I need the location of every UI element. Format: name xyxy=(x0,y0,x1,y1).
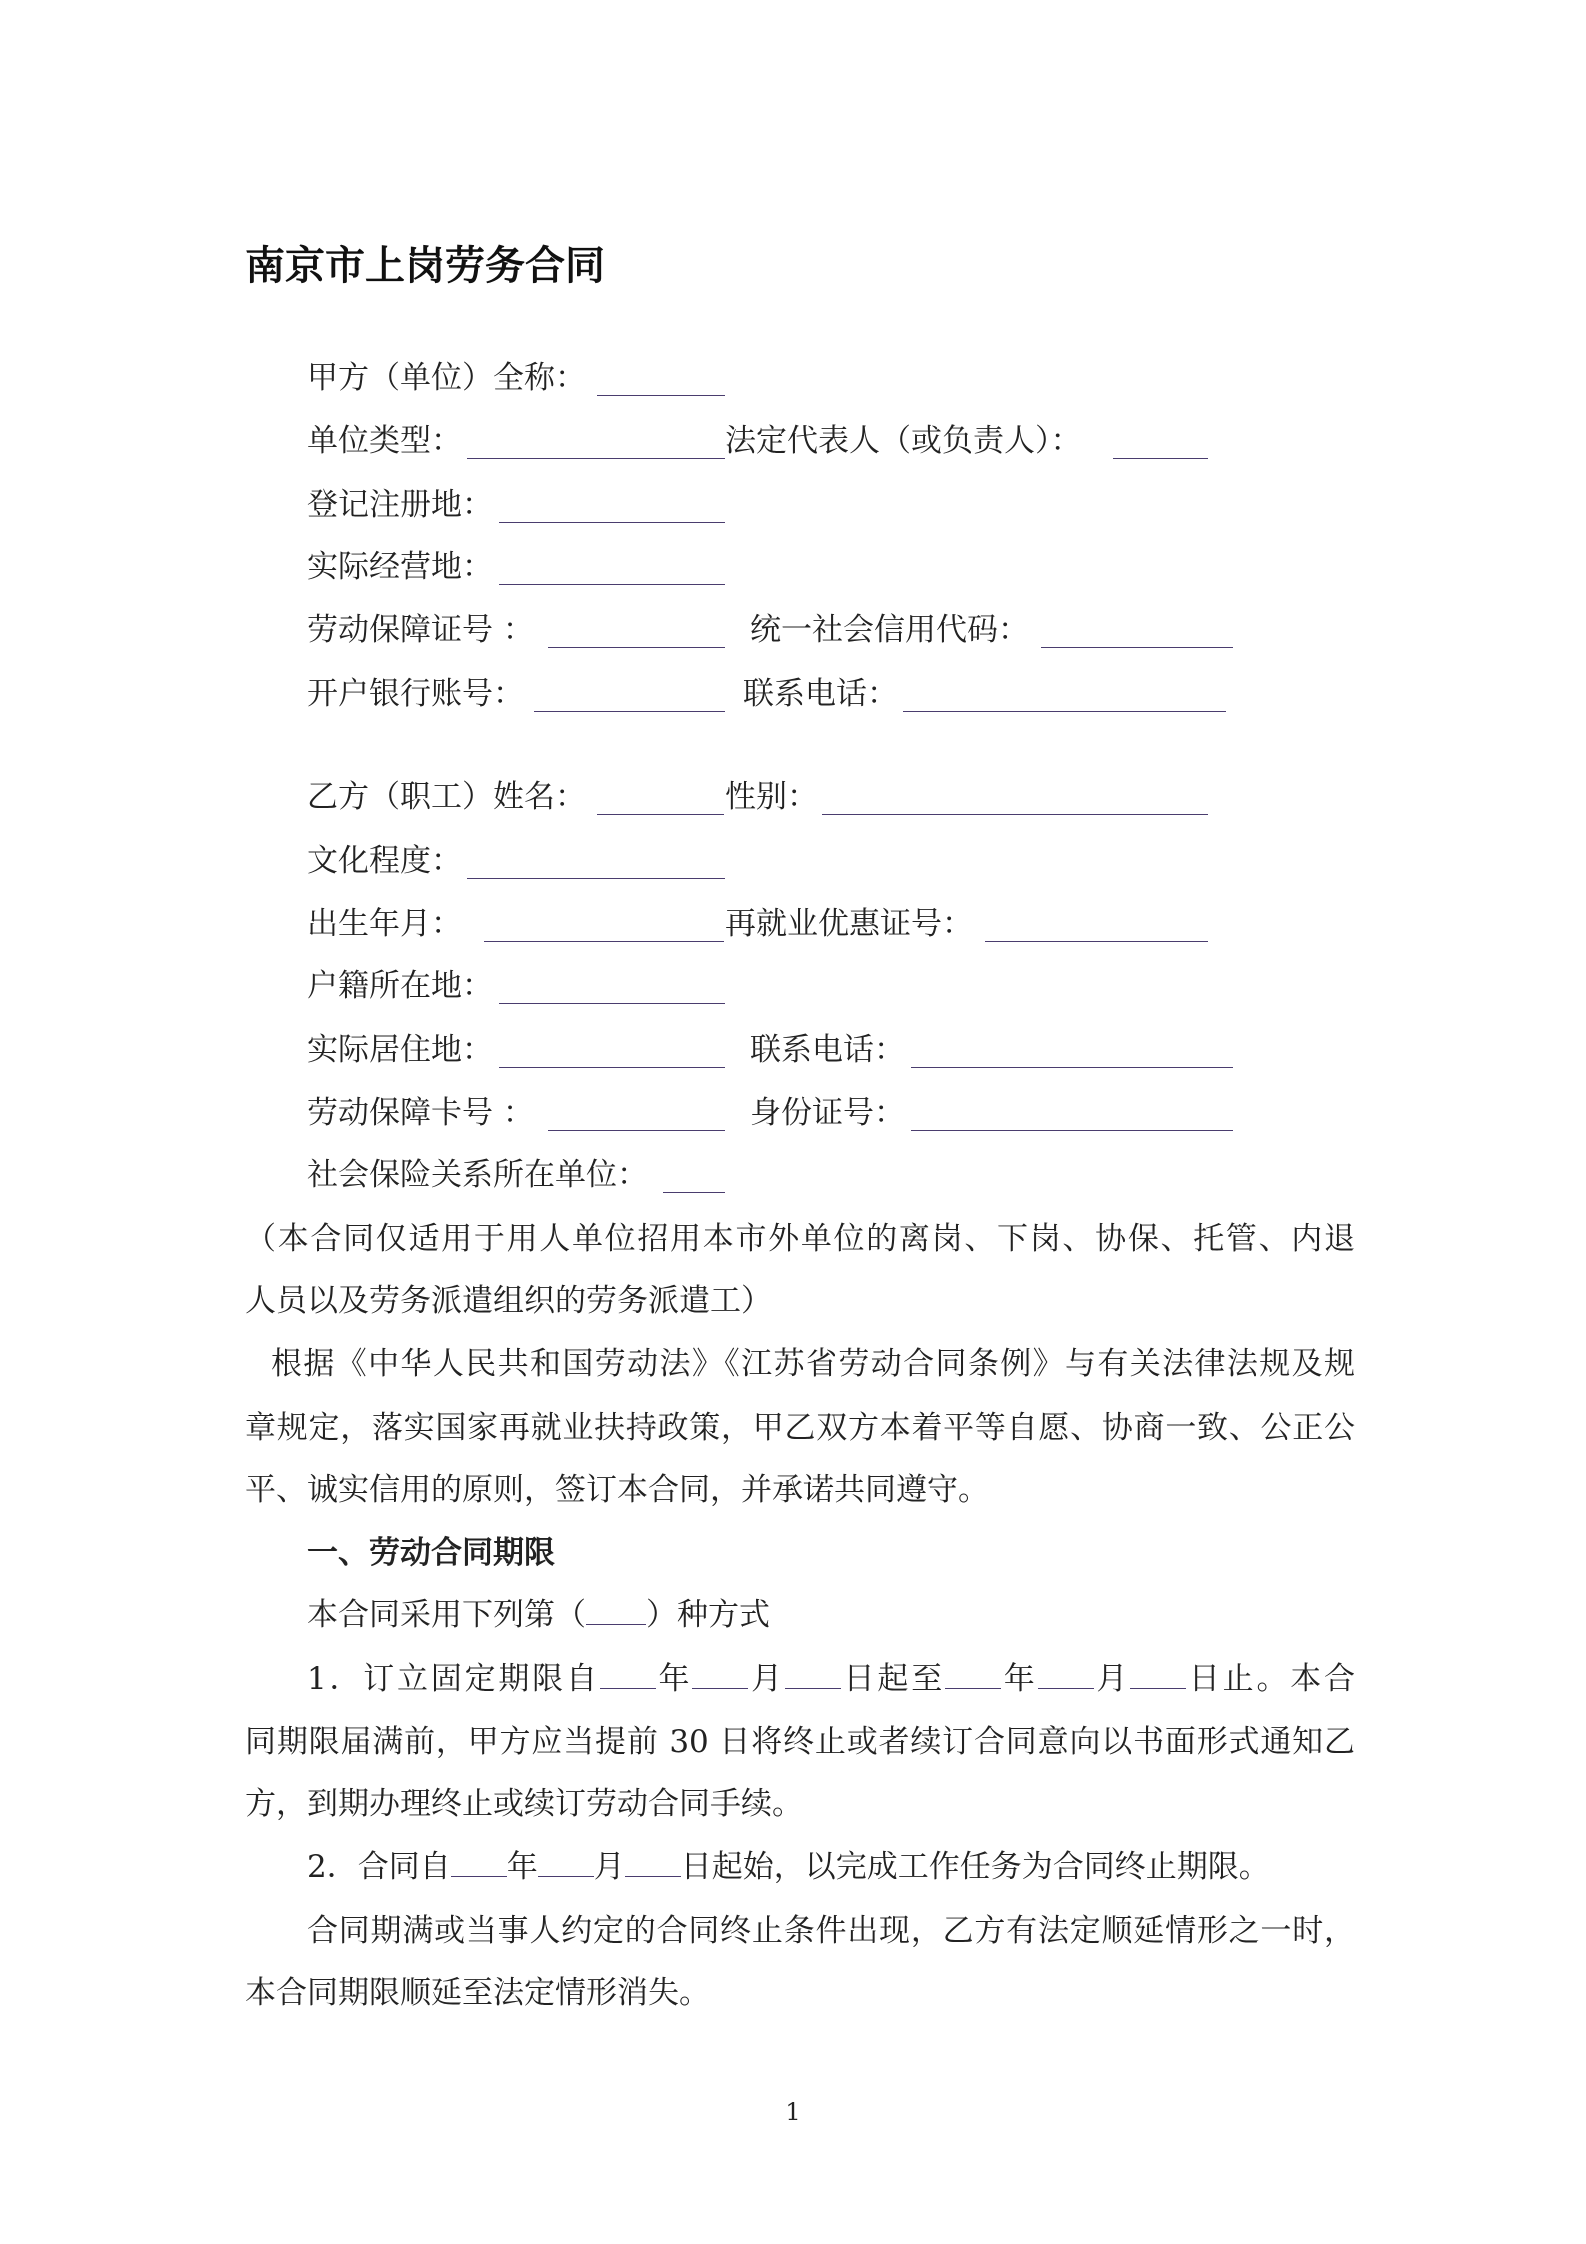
year-text: 年 xyxy=(655,1661,693,1697)
item1-line: 方，到期办理终止或续订劳动合同手续。 xyxy=(245,1786,803,1822)
item2-line xyxy=(245,1846,1355,1888)
insurance-unit-blank[interactable] xyxy=(663,1192,725,1193)
note-line: （本合同仅适用于用人单位招用本市外单位的离岗、下岗、协保、托管、内退 xyxy=(245,1221,1355,1257)
preamble-line: 根据《中华人民共和国劳动法》《江苏省劳动合同条例》与有关法律法规及规 xyxy=(271,1346,1355,1382)
field-label: 社会保险关系所在单位： xyxy=(307,1157,648,1193)
item2-day-blank[interactable] xyxy=(625,1846,681,1877)
reemploy-cert-blank[interactable] xyxy=(985,941,1208,942)
residence-blank[interactable] xyxy=(499,1067,725,1068)
item2-month-blank[interactable] xyxy=(538,1846,594,1877)
page-number: 1 xyxy=(785,2098,801,2126)
residence-row xyxy=(0,1029,1586,1071)
birth-row xyxy=(0,903,1586,945)
field-label: 联系电话： xyxy=(743,676,898,712)
reg-address-blank[interactable] xyxy=(499,522,725,523)
preamble-line: 章规定，落实国家再就业扶持政策，甲乙双方本着平等自愿、协商一致、公正公 xyxy=(245,1410,1355,1446)
field-label: 统一社会信用代码： xyxy=(750,612,1029,648)
household-blank[interactable] xyxy=(499,1003,725,1004)
labor-cert-row xyxy=(0,609,1586,651)
field-label: 出生年月： xyxy=(307,906,462,942)
bank-row xyxy=(0,673,1586,715)
field-label: 劳动保障卡号 ： xyxy=(307,1095,534,1131)
field-label: 再就业优惠证号： xyxy=(725,906,973,942)
mode-blank[interactable] xyxy=(586,1594,646,1625)
gender-blank[interactable] xyxy=(822,814,1208,815)
item1-text: 日起至 xyxy=(840,1661,945,1697)
start-day-blank[interactable] xyxy=(785,1658,841,1689)
actual-address-blank[interactable] xyxy=(499,584,725,585)
month-text: 月 xyxy=(593,1849,625,1885)
field-label: 户籍所在地： xyxy=(307,968,493,1004)
start-month-blank[interactable] xyxy=(692,1658,748,1689)
party-a-phone-blank[interactable] xyxy=(903,711,1226,712)
labor-card-row xyxy=(0,1092,1586,1134)
field-label: 联系电话： xyxy=(750,1032,905,1068)
item1-text: 日止。本合 xyxy=(1186,1661,1356,1697)
field-label: 劳动保障证号 ： xyxy=(307,612,534,648)
education-row xyxy=(0,840,1586,882)
mode-prefix: 本合同采用下列第（ xyxy=(307,1597,586,1633)
field-label: 文化程度： xyxy=(307,843,462,879)
birth-blank[interactable] xyxy=(484,941,724,942)
end-month-blank[interactable] xyxy=(1038,1658,1094,1689)
preamble-line: 平、诚实信用的原则，签订本合同，并承诺共同遵守。 xyxy=(245,1472,989,1508)
item2-text: 2．合同自 xyxy=(307,1849,451,1885)
household-row xyxy=(0,965,1586,1007)
party-a-name-blank[interactable] xyxy=(597,395,725,396)
month-text: 月 xyxy=(1093,1661,1131,1697)
extension-line: 合同期满或当事人约定的合同终止条件出现，乙方有法定顺延情形之一时， xyxy=(307,1913,1355,1949)
party-b-phone-blank[interactable] xyxy=(911,1067,1233,1068)
note-line: 人员以及劳务派遣组织的劳务派遣工） xyxy=(245,1283,772,1319)
field-label: 身份证号： xyxy=(750,1095,905,1131)
item2-text: 日起始，以完成工作任务为合同终止期限。 xyxy=(680,1849,1270,1885)
id-number-blank[interactable] xyxy=(911,1130,1233,1131)
year-text: 年 xyxy=(506,1849,538,1885)
labor-cert-blank[interactable] xyxy=(548,647,725,648)
party-b-name-row xyxy=(0,776,1586,818)
mode-line xyxy=(245,1594,1355,1636)
item1-text: 1．订立固定期限自 xyxy=(307,1661,600,1697)
item1-line xyxy=(245,1658,1355,1700)
document-title: 南京市上岗劳务合同 xyxy=(245,243,605,289)
section-heading: 一、劳动合同期限 xyxy=(307,1535,555,1571)
item2-year-blank[interactable] xyxy=(451,1846,507,1877)
month-text: 月 xyxy=(748,1661,785,1697)
bank-account-blank[interactable] xyxy=(534,711,725,712)
field-label: 登记注册地： xyxy=(307,487,493,523)
party-b-name-blank[interactable] xyxy=(597,814,724,815)
credit-code-blank[interactable] xyxy=(1041,647,1233,648)
party-a-name-row xyxy=(0,357,1586,399)
reg-address-row xyxy=(0,484,1586,526)
end-year-blank[interactable] xyxy=(945,1658,1001,1689)
insurance-unit-row xyxy=(0,1154,1586,1196)
field-label: 实际经营地： xyxy=(307,549,493,585)
field-label: 单位类型： xyxy=(307,423,462,459)
field-label: 乙方（职工）姓名： xyxy=(307,779,586,815)
legal-rep-blank[interactable] xyxy=(1113,458,1208,459)
unit-type-blank[interactable] xyxy=(467,458,725,459)
item1-line: 同期限届满前，甲方应当提前 30 日将终止或者续订合同意向以书面形式通知乙 xyxy=(245,1724,1355,1760)
extension-line: 本合同期限顺延至法定情形消失。 xyxy=(245,1975,710,2011)
mode-suffix: ）种方式 xyxy=(646,1597,770,1633)
field-label: 甲方（单位）全称： xyxy=(307,360,586,396)
year-text: 年 xyxy=(1001,1661,1038,1697)
actual-address-row xyxy=(0,546,1586,588)
party-a-type-row xyxy=(0,420,1586,462)
education-blank[interactable] xyxy=(467,878,725,879)
field-label: 性别： xyxy=(725,779,818,815)
field-label: 法定代表人（或负责人）： xyxy=(725,423,1082,459)
end-day-blank[interactable] xyxy=(1130,1658,1186,1689)
field-label: 实际居住地： xyxy=(307,1032,493,1068)
start-year-blank[interactable] xyxy=(600,1658,656,1689)
field-label: 开户银行账号： xyxy=(307,676,524,712)
labor-card-blank[interactable] xyxy=(548,1130,725,1131)
